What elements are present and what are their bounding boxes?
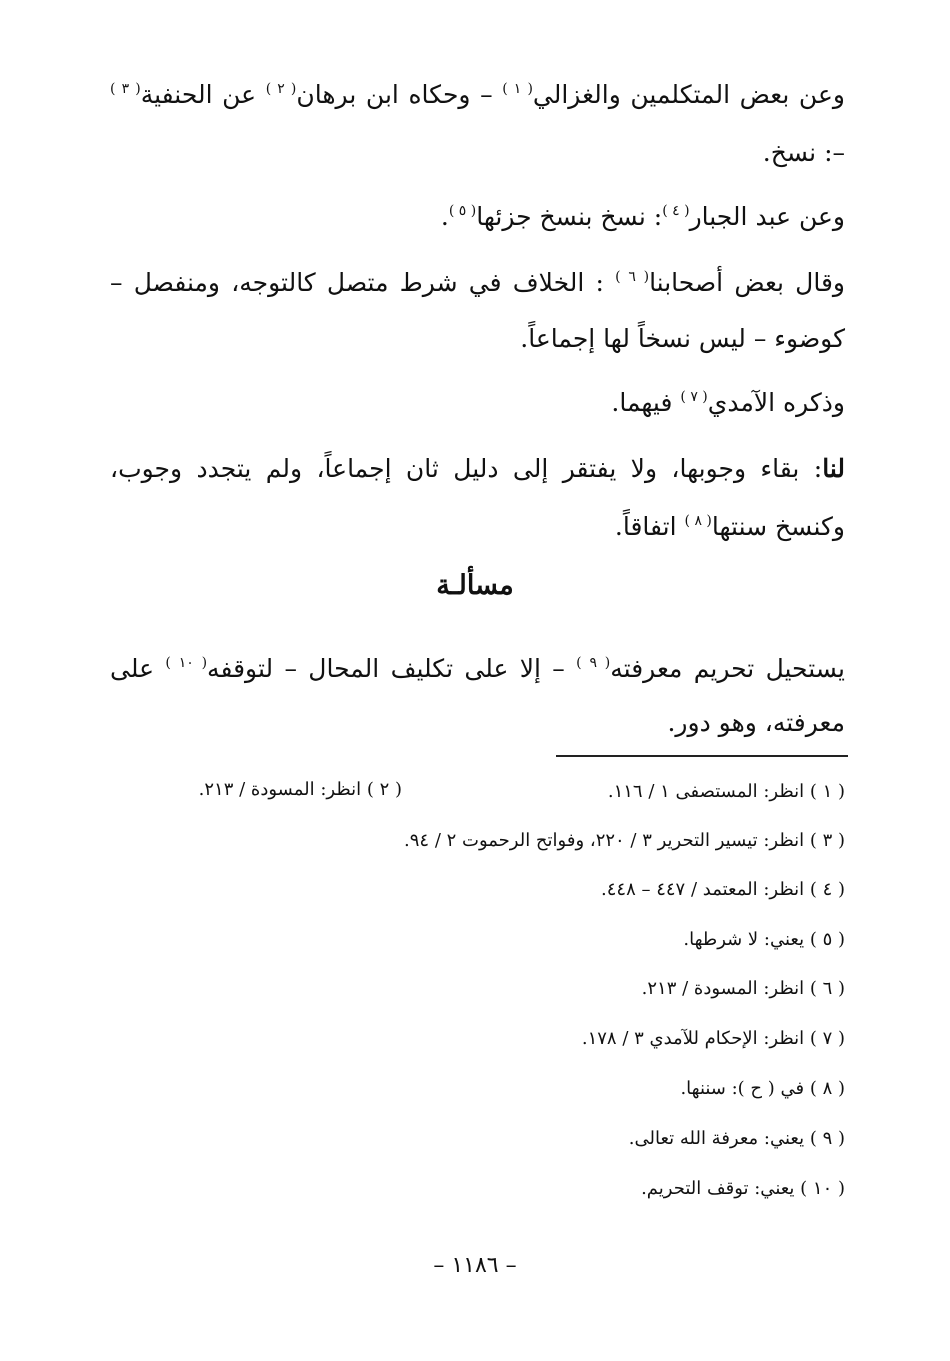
footnote-ref-3: ( ٣ ) — [110, 81, 141, 97]
text-run: يستحيل تحريم معرفته — [610, 654, 846, 683]
text-run: وكنسخ سنتها — [711, 512, 845, 541]
paragraph-5-line-1 — [110, 452, 845, 486]
text-run: وقال بعض أصحابنا — [649, 268, 845, 297]
footnote-9: ( ٩ ) يعني: معرفة الله تعالى. — [628, 1128, 845, 1149]
footnote-ref-1: ( ١ ) — [502, 81, 533, 97]
footnote-2: ( ٢ ) انظر: المسودة / ٢١٣. — [198, 779, 402, 800]
footnote-5: ( ٥ ) يعني: لا شرطها. — [683, 929, 845, 950]
footnote-ref-5: ( ٥ ) — [448, 203, 477, 219]
text-run: وعن عبد الجبار — [689, 202, 845, 231]
footnote-10: ( ١٠ ) يعني: توقف التحريم. — [641, 1178, 845, 1199]
footnote-ref-7: ( ٧ ) — [680, 389, 708, 405]
footnote-ref-6: ( ٦ ) — [615, 269, 650, 285]
paragraph-1-line-2: –: نسخ. — [762, 138, 845, 167]
text-run: وذكره الآمدي — [707, 388, 845, 417]
footnote-ref-9: ( ٩ ) — [576, 655, 611, 671]
footnote-separator — [556, 755, 848, 757]
footnote-6: ( ٦ ) انظر: المسودة / ٢١٣. — [641, 978, 845, 999]
footnote-ref-8: ( ٨ ) — [684, 513, 712, 529]
footnote-ref-4: ( ٤ ) — [662, 203, 690, 219]
text-run: فيهما. — [611, 388, 673, 417]
page-number: – ١١٨٦ – — [433, 1253, 517, 1278]
paragraph-5-line-2 — [615, 510, 845, 544]
text-run: : بقاء وجوبها، ولا يفتقر إلى دليل ثان إجماعاً، ولم يتجدد وجوب، — [110, 454, 823, 483]
text-run: على — [110, 654, 155, 683]
text-run: : نسخ بنسخ جزئها — [476, 202, 663, 231]
footnote-8: ( ٨ ) في ( ح ): سننها. — [680, 1078, 845, 1099]
footnote-ref-2: ( ٢ ) — [265, 81, 297, 97]
section-heading: مسألـة — [436, 570, 514, 601]
text-run: عن الحنفية — [140, 80, 257, 109]
issue-line-1 — [110, 652, 845, 686]
bold-lead-word: لنا — [822, 454, 845, 483]
paragraph-2 — [441, 200, 845, 234]
text-run: : الخلاف في شرط متصل كالتوجه، ومنفصل – — [110, 268, 604, 297]
footnote-1: ( ١ ) انظر: المستصفى ١ / ١١٦. — [607, 781, 845, 802]
paragraph-3-line-2: كوضوء – ليس نسخاً لها إجماعاً. — [520, 324, 845, 353]
paragraph-1-line-1 — [110, 78, 845, 112]
footnote-7: ( ٧ ) انظر: الإحكام للآمدي ٣ / ١٧٨. — [581, 1028, 845, 1049]
issue-line-2: معرفته، وهو دور. — [667, 708, 845, 737]
footnote-ref-10: ( ١٠ ) — [165, 655, 208, 671]
text-run: اتفاقاً. — [614, 512, 677, 541]
text-run: – إلا على تكليف المحال – لتوقفه — [207, 654, 565, 683]
footnote-3: ( ٣ ) انظر: تيسير التحرير ٣ / ٢٢٠، وفواتح الرحموت ٢ / ٩٤. — [404, 830, 845, 851]
paragraph-4 — [611, 386, 845, 420]
text-run: وعن بعض المتكلمين والغزالي — [532, 80, 845, 109]
footnote-4: ( ٤ ) انظر: المعتمد / ٤٤٧ – ٤٤٨. — [601, 879, 845, 900]
text-run: – وحكاه ابن برهان — [296, 80, 493, 109]
paragraph-3-line-1 — [110, 266, 845, 300]
text-run: . — [440, 202, 449, 231]
